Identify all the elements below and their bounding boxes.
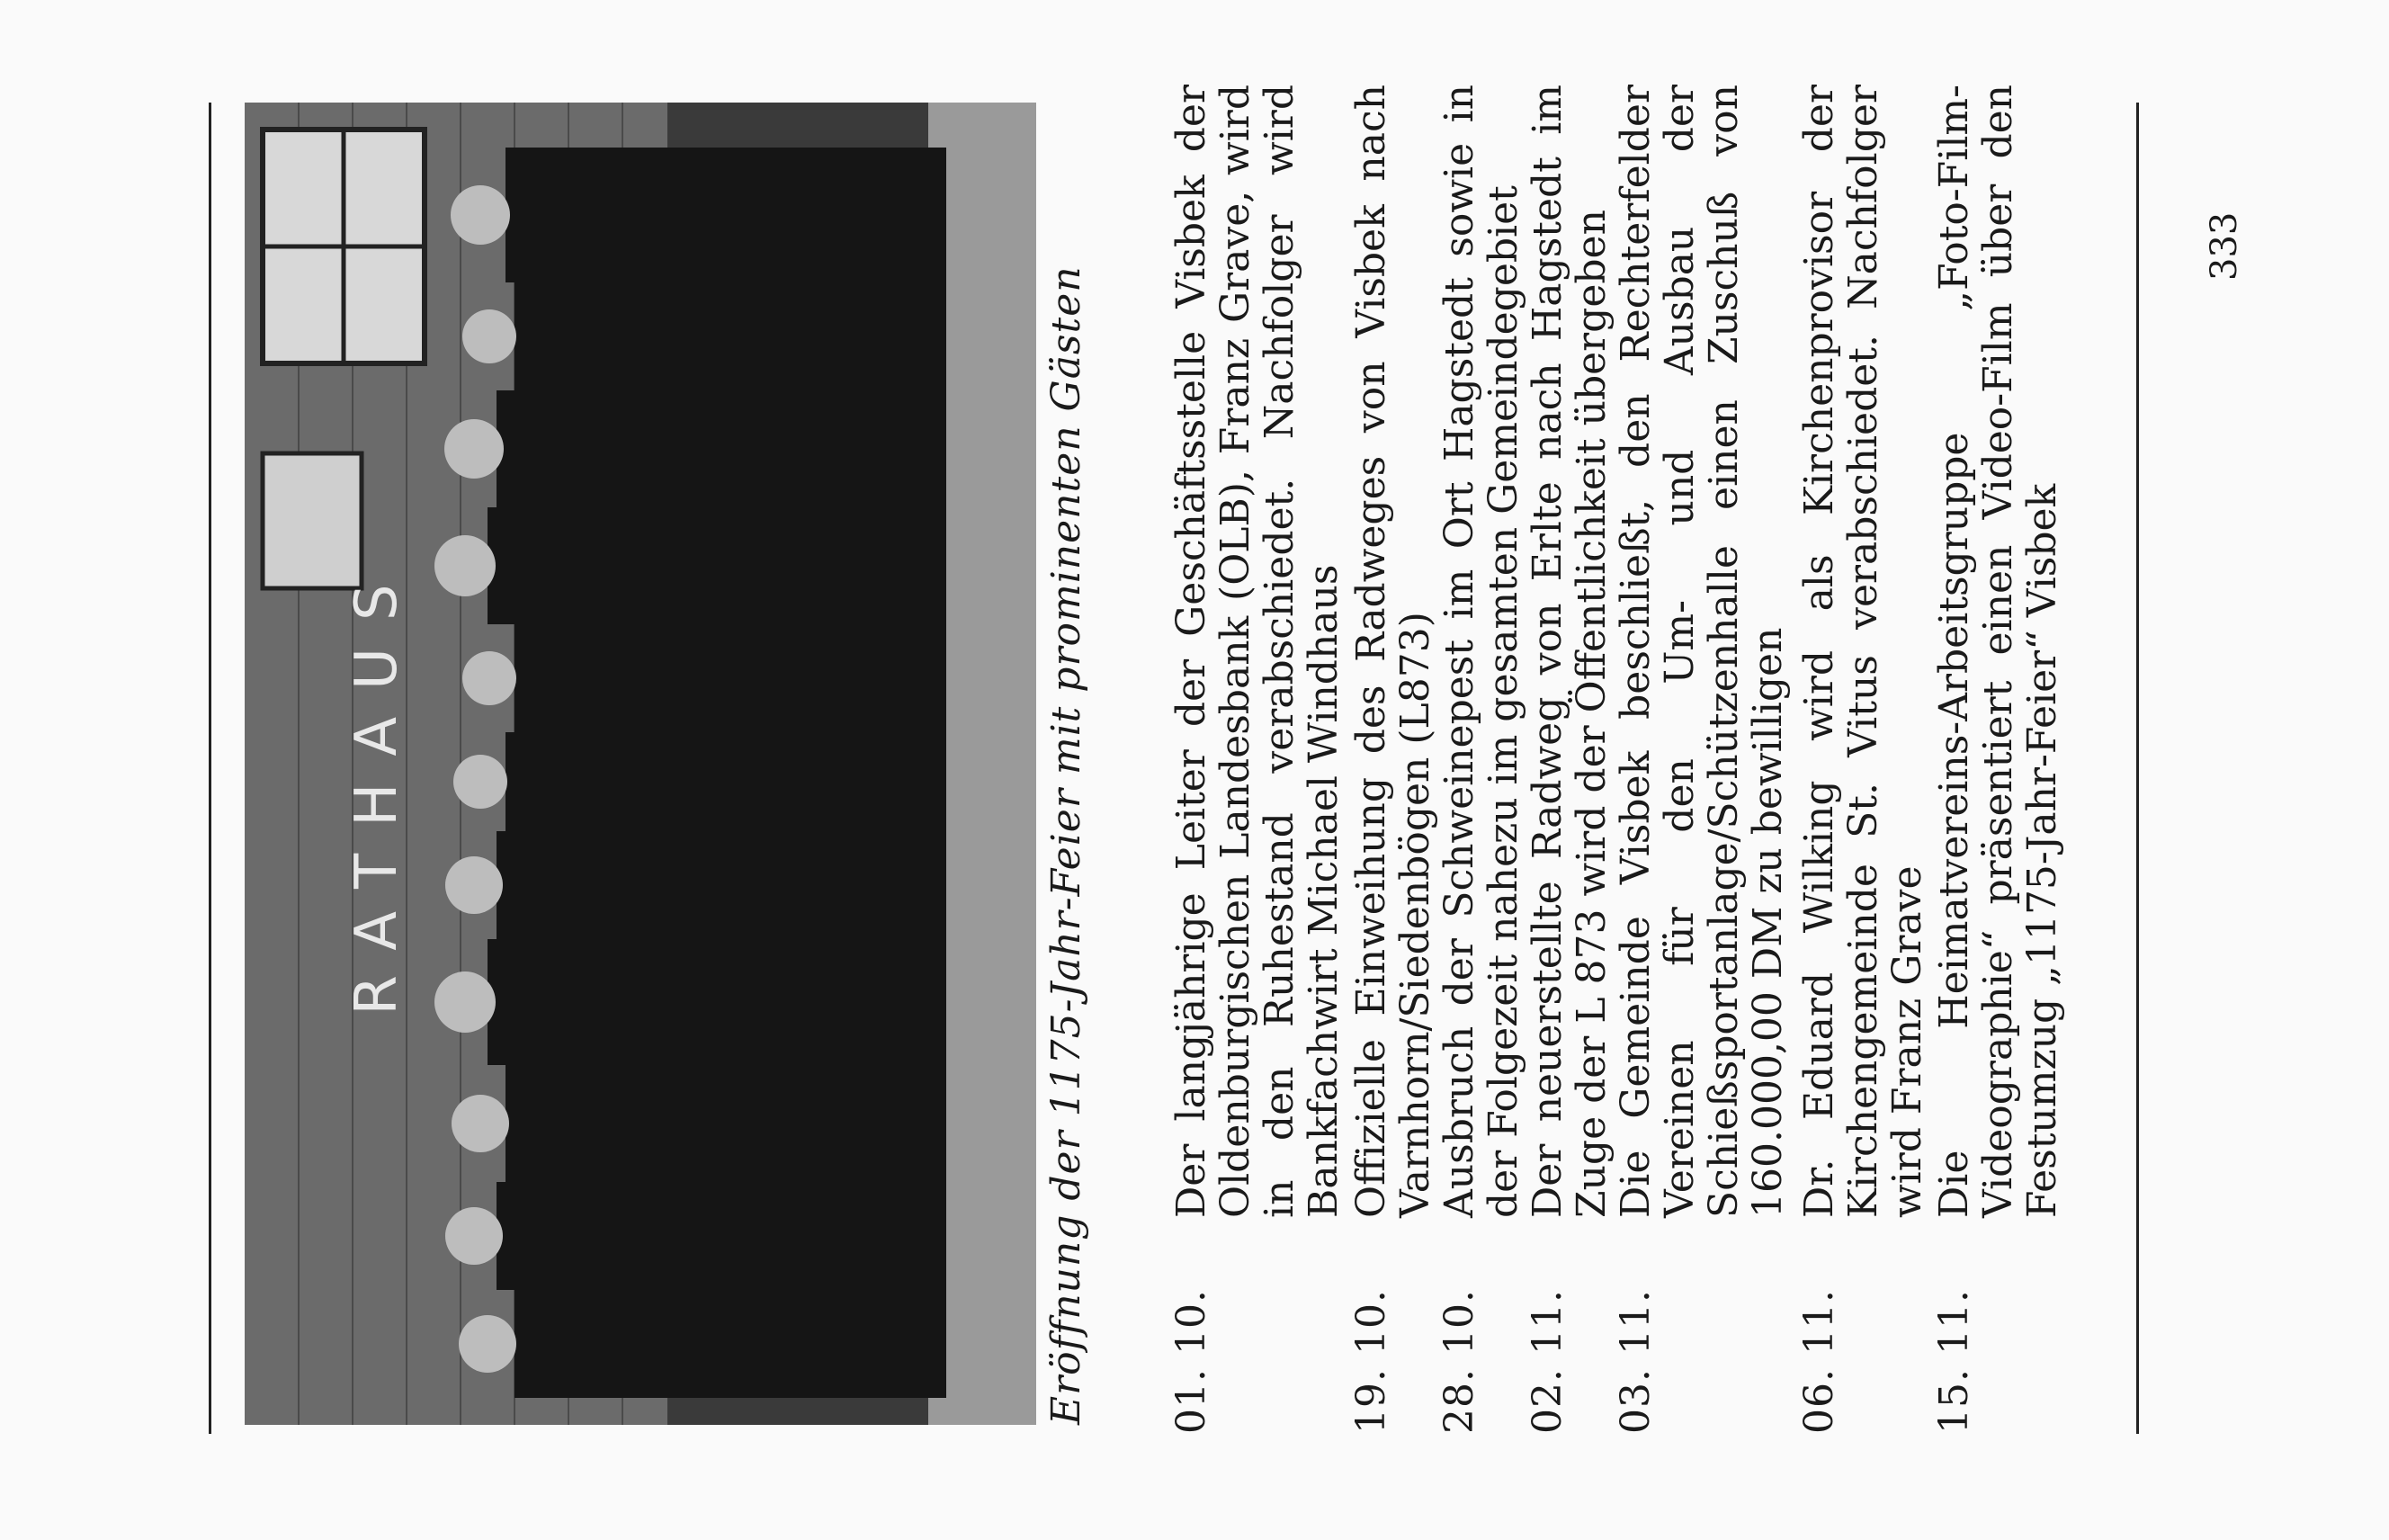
rathaus-sign: RATHAUS [344, 557, 410, 1016]
bottom-rule [2136, 103, 2139, 1434]
entry-date: 15. 11. [1931, 1289, 1977, 1434]
entry-text: Dr. Eduard Wilking wird als Kirchenprovisor der Kirchengemeinde St. Vitus verabschiedet. Nachfolger wird Franz Grave [1796, 85, 1930, 1218]
entry-date: 19. 10. [1348, 1289, 1394, 1434]
entry-text: Die Heimatvereins-Arbeitsgruppe „Foto-Film-Videographie“ präsentiert einen Video-Film über den Festumzug „1175-Jahr-Feier“ Visbek [1931, 85, 2065, 1218]
entry-text: Offizielle Einweihung des Radweges von Visbek nach Varnhorn/Siedenbögen (L873) [1348, 85, 1438, 1218]
entry-date: 06. 11. [1796, 1289, 1842, 1434]
top-rule [209, 103, 211, 1434]
photo-caption: Eröffnung der 1175-Jahr-Feier mit prominenten Gästen [1043, 265, 1089, 1425]
entry-date: 01. 10. [1168, 1289, 1214, 1434]
entry-text: Ausbruch der Schweinepest im Ort Hagstedt sowie in der Folgezeit nahezu im gesamten Gemeindegebiet [1436, 85, 1526, 1218]
entry-text: Die Gemeinde Visbek beschließt, den Rechterfelder Vereinen für den Um- und Ausbau der Schießsportanlage/Schützenhalle einen Zuschuß von 160.000,00 DM zu bewilligen [1613, 85, 1791, 1218]
entry-text: Der neuerstellte Radweg von Erlte nach Hagstedt im Zuge der L 873 wird der Öffentlichkeit übergeben [1525, 85, 1615, 1218]
entry-date: 03. 11. [1613, 1289, 1659, 1434]
entry-date: 28. 10. [1436, 1289, 1482, 1434]
page-number: 333 [2204, 211, 2245, 281]
entry-text: Der langjährige Leiter der Geschäftsstelle Visbek der Oldenburgischen Landesbank (OLB), Franz Grave, wird in den Ruhestand verabschiedet. Nachfolger wird Bankfachwirt Michael Windhaus [1168, 85, 1347, 1218]
entry-date: 02. 11. [1525, 1289, 1570, 1434]
group-photo [245, 103, 1036, 1425]
